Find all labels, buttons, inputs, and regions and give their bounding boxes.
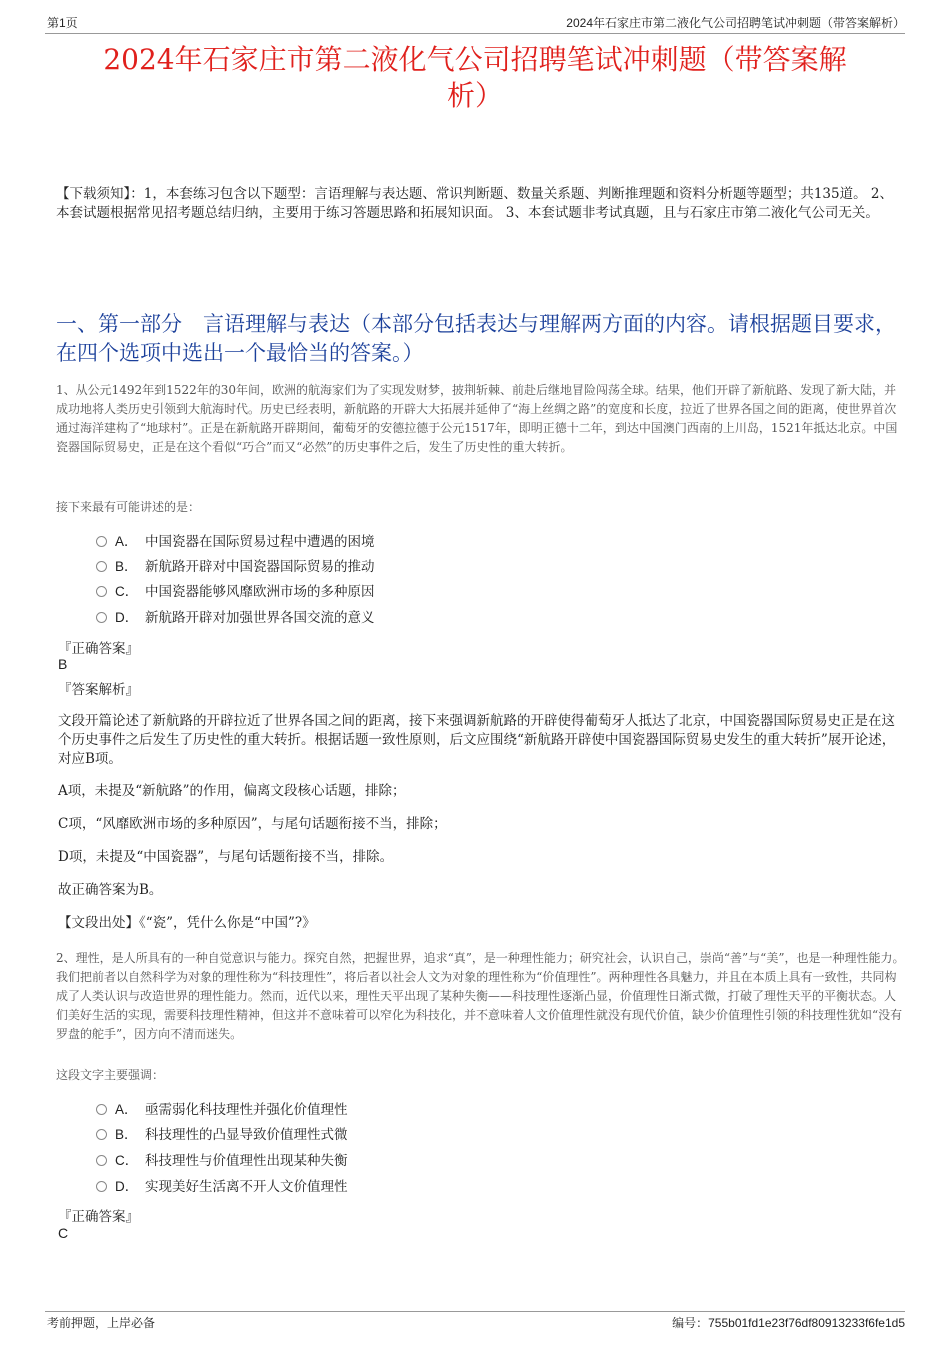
question-2-option-a[interactable] (96, 1100, 348, 1120)
radio-icon[interactable] (96, 561, 107, 572)
page-title-line-1: 2024年石家庄市第二液化气公司招聘笔试冲刺题（带答案解 (103, 43, 847, 76)
question-1-option-a[interactable] (96, 532, 375, 552)
option-text: 实现美好生活离不开人文价值理性 (145, 1179, 348, 1195)
question-2-answer-label: 『正确答案』 (58, 1209, 139, 1225)
question-1-option-b[interactable] (96, 557, 375, 577)
download-notice: 【下载须知】：1，本套练习包含以下题型：言语理解与表达题、常识判断题、数量关系题、判断推理题和资料分析题等题型；共135道。 2、本套试题根据常见招考题总结归纳，主要用于练习答题思路和拓展知识面。 3、本套试题非考试真题，且与石家庄市第二液化气公司无关。 (56, 186, 893, 221)
question-1-source: 【文段出处】《“瓷”，凭什么你是“中国”?》 (58, 915, 316, 931)
footer-divider (45, 1311, 905, 1312)
question-2-option-c[interactable] (96, 1151, 348, 1171)
question-2-option-d[interactable] (96, 1177, 348, 1197)
option-text: 科技理性与价值理性出现某种失衡 (145, 1153, 348, 1169)
question-2-text: 2、理性，是人所具有的一种自觉意识与能力。探究自然，把握世界，追求“真”，是一种理性能力；研究社会，认识自己，崇尚“善”与“美”，也是一种理性能力。我们把前者以自然科学为对象的理性称为“科技理性”，将后者以社会人文为对象的理性称为“价值理性”。两种理性各具魅力，并且在本质上具有一致性，共同构成了人类认识与改造世界的理性能力。然而，近代以来，理性天平出现了某种失衡——科技理性逐渐凸显，价值理性日渐式微，打破了理性天平的平衡状态。人们美好生活的实现，需要科技理性精神，但这并不意味着可以窄化为科技化，并不意味着人文价值理性就没有现代价值，缺少价值理性引领的科技理性犹如“没有罗盘的舵手”，因方向不清而迷失。 (56, 951, 905, 1041)
option-letter: C． (115, 1153, 139, 1168)
radio-icon[interactable] (96, 586, 107, 597)
option-letter: A． (115, 1102, 138, 1117)
question-1-analysis-c: C项，“风靡欧洲市场的多种原因”，与尾句话题衔接不当，排除； (58, 816, 447, 832)
question-1-answer-label: 『正确答案』 (58, 641, 139, 657)
radio-icon[interactable] (96, 1181, 107, 1192)
question-1-prompt: 接下来最有可能讲述的是： (56, 500, 201, 514)
question-2-prompt: 这段文字主要强调： (56, 1068, 165, 1082)
footer-slogan: 考前押题，上岸必备 (47, 1316, 156, 1330)
question-1-analysis-d: D项，未提及“中国瓷器”，与尾句话题衔接不当，排除。 (58, 849, 394, 865)
radio-icon[interactable] (96, 1155, 107, 1166)
option-letter: D． (115, 610, 139, 625)
radio-icon[interactable] (96, 612, 107, 623)
option-text: 新航路开辟对中国瓷器国际贸易的推动 (145, 559, 375, 575)
question-1-option-c[interactable] (96, 582, 375, 602)
page-title (40, 42, 910, 114)
question-1-text: 1、从公元1492年到1522年的30年间，欧洲的航海家们为了实现发财梦，披荆斩棘、前赴后继地冒险闯荡全球。结果，他们开辟了新航路、发现了新大陆，并成功地将人类历史引领到大航海时代。历史已经表明，新航路的开辟大大拓展并延伸了“海上丝绸之路”的宽度和长度，拉近了世界各国之间的距离，使世界首次通过海洋建构了“地球村”。正是在新航路开辟期间，葡萄牙的安德拉德于公元1517年，即明正德十二年，到达中国澳门西南的上川岛，1521年抵达北京。中国瓷器国际贸易史，正是在这个看似“巧合”而又“必然”的历史事件之后，发生了历史性的重大转折。 (56, 383, 898, 454)
question-1-option-d[interactable] (96, 608, 375, 628)
question-1-answer: B (58, 656, 68, 672)
page-title-line-2: 析） (446, 79, 503, 112)
radio-icon[interactable] (96, 1104, 107, 1115)
option-letter: A． (115, 534, 138, 549)
option-letter: D． (115, 1179, 139, 1194)
question-1-analysis-label: 『答案解析』 (58, 682, 139, 698)
section-heading: 一、第一部分 言语理解与表达（本部分包括表达与理解两方面的内容。请根据题目要求，在四个选项中选出一个最恰当的答案。） (56, 312, 896, 365)
radio-icon[interactable] (96, 536, 107, 547)
option-letter: B． (115, 1127, 138, 1142)
question-1-analysis-conclusion: 故正确答案为B。 (58, 882, 163, 898)
question-1-analysis-a: A项，未提及“新航路”的作用，偏离文段核心话题，排除； (58, 783, 406, 799)
option-text: 新航路开辟对加强世界各国交流的意义 (145, 610, 375, 626)
footer-doc-id: 编号：755b01fd1e23f76df80913233f6fe1d5 (672, 1316, 905, 1330)
option-letter: C． (115, 584, 139, 599)
option-text: 中国瓷器在国际贸易过程中遭遇的困境 (145, 534, 375, 550)
option-text: 科技理性的凸显导致价值理性式微 (145, 1127, 348, 1143)
option-letter: B． (115, 559, 138, 574)
option-text: 中国瓷器能够风靡欧洲市场的多种原因 (145, 584, 375, 600)
question-1-analysis-paragraph: 文段开篇论述了新航路的开辟拉近了世界各国之间的距离，接下来强调新航路的开辟使得葡萄牙人抵达了北京，中国瓷器国际贸易史正是在这个历史事件之后发生了历史性的重大转折。根据话题一致性原则，后文应围绕“新航路开辟使中国瓷器国际贸易史发生的重大转折”展开论述，对应B项。 (58, 713, 896, 767)
option-text: 亟需弱化科技理性并强化价值理性 (145, 1102, 348, 1118)
question-2-answer: C (58, 1225, 69, 1241)
radio-icon[interactable] (96, 1129, 107, 1140)
header-doc-title: 2024年石家庄市第二液化气公司招聘笔试冲刺题（带答案解析） (566, 16, 905, 30)
page-number: 第1页 (47, 16, 78, 30)
header-divider (45, 33, 905, 34)
question-2-option-b[interactable] (96, 1125, 348, 1145)
